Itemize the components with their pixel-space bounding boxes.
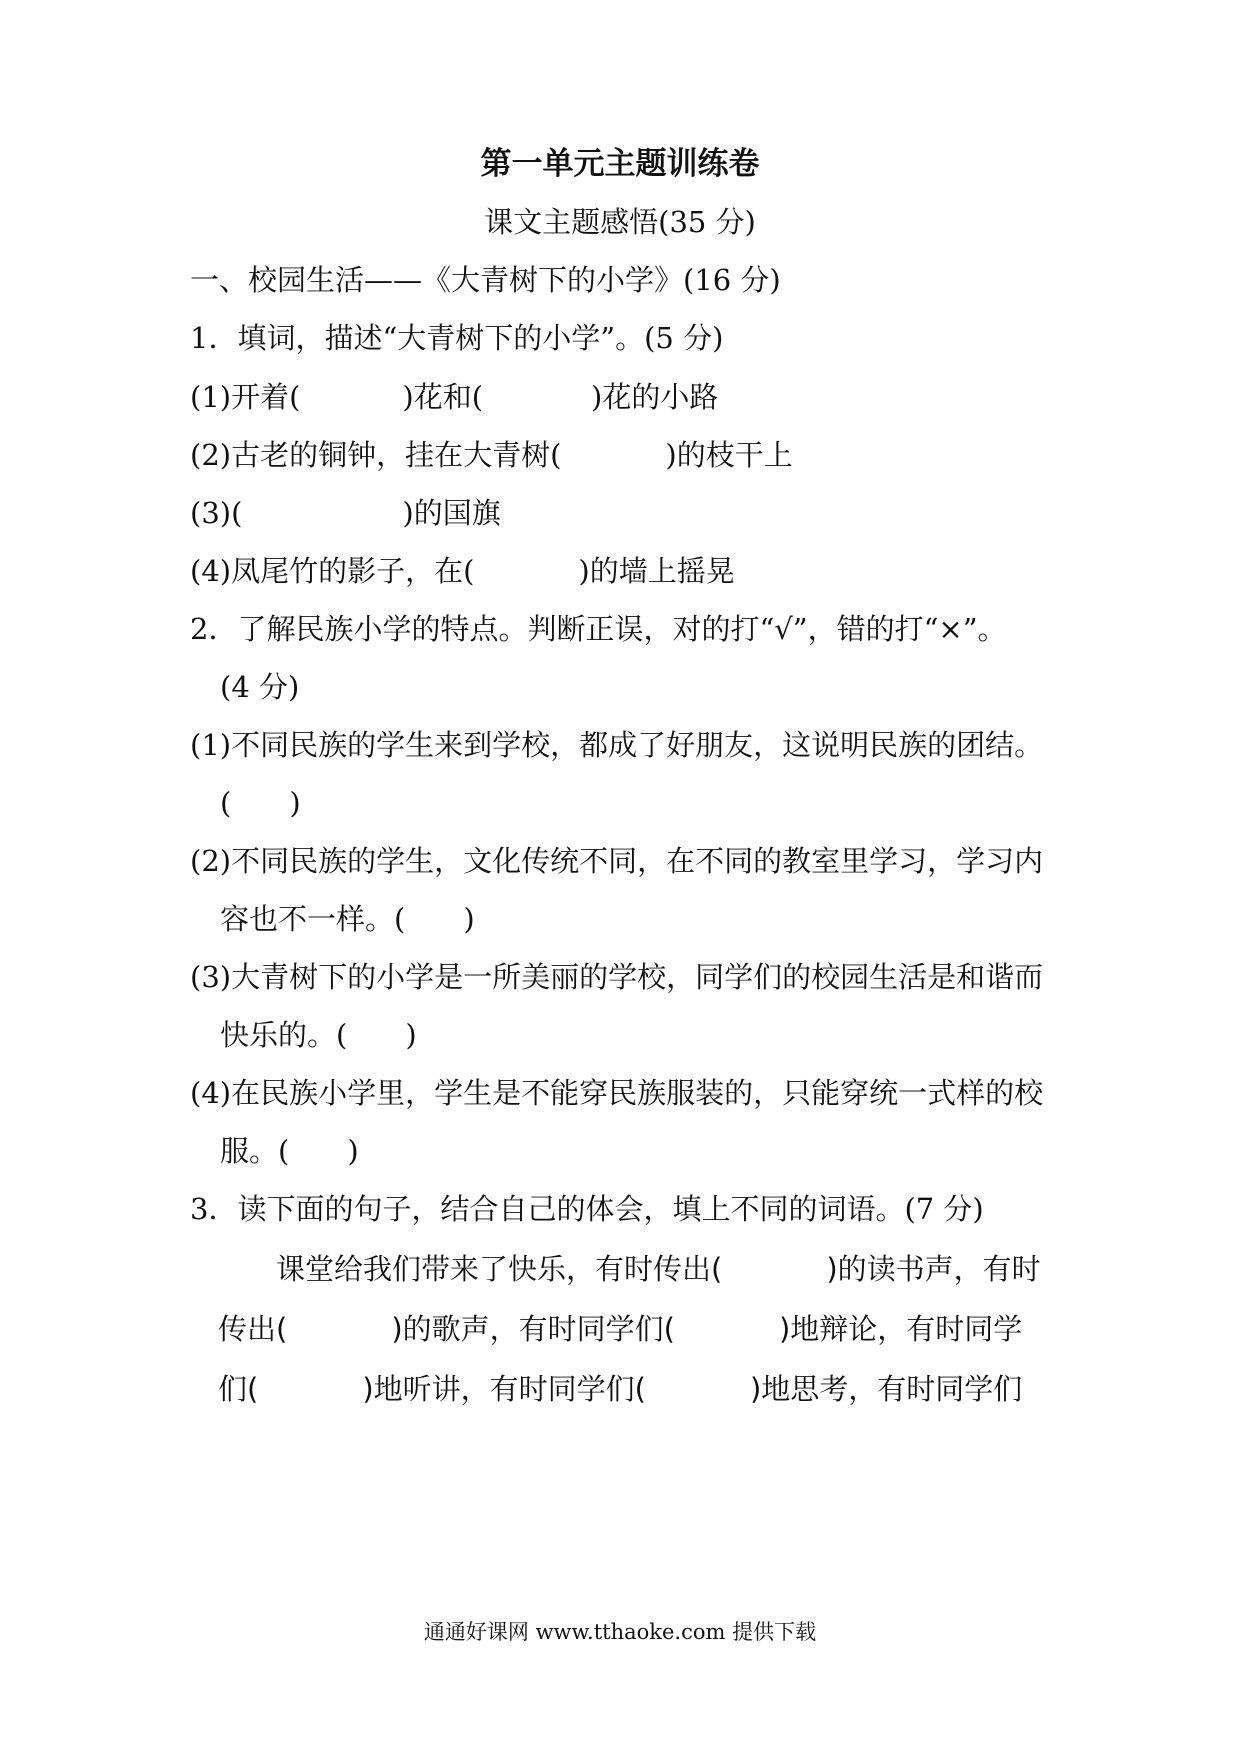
question-3-stem: 3．读下面的句子，结合自己的体会，填上不同的词语。(7 分) <box>190 1192 984 1226</box>
q1-item-4-text-b: )的墙上摇晃 <box>578 554 735 588</box>
q1-item-2-text-a: (2)古老的铜钟，挂在大青树( <box>190 438 562 472</box>
page-subtitle: 课文主题感悟(35 分) <box>484 205 756 239</box>
q1-item-4 <box>190 553 735 589</box>
q3-line-2-text-b: )的歌声，有时同学们( <box>391 1312 675 1346</box>
q2-item-2: (2)不同民族的学生，文化传统不同，在不同的教室里学习，学习内 <box>190 844 1044 878</box>
page-title: 第一单元主题训练卷 <box>480 146 760 182</box>
q3-line-1-text-a: 课堂给我们带来了快乐，有时传出( <box>276 1252 723 1286</box>
q1-item-1-text-b: )花和( <box>402 380 484 414</box>
section-heading: 一、校园生活——《大青树下的小学》(16 分) <box>190 263 781 297</box>
question-1-stem: 1．填词，描述“大青树下的小学”。(5 分) <box>190 321 724 355</box>
q1-item-4-text-a: (4)凤尾竹的影子，在( <box>190 554 475 588</box>
q1-item-1-text-c: )花的小路 <box>591 380 719 414</box>
q1-item-2 <box>190 437 793 473</box>
q2-item-3: (3)大青树下的小学是一所美丽的学校，同学们的校园生活是和谐而 <box>190 960 1044 994</box>
q1-item-2-text-b: )的枝干上 <box>665 438 793 472</box>
q3-line-3-text-a: 们( <box>218 1372 259 1406</box>
q2-item-1-answer[interactable]: ( ) <box>220 786 301 820</box>
q1-item-3 <box>190 495 501 531</box>
q3-line-1-text-b: )的读书声，有时 <box>826 1252 1041 1286</box>
q2-item-1: (1)不同民族的学生来到学校，都成了好朋友，这说明民族的团结。 <box>190 728 1044 762</box>
q3-line-3-text-b: )地听讲，有时同学们( <box>362 1372 646 1406</box>
q3-line-2-text-a: 传出( <box>218 1312 288 1346</box>
q2-item-3-answer[interactable]: 快乐的。( ) <box>220 1018 417 1052</box>
q1-item-3-text-b: )的国旗 <box>402 496 501 530</box>
q3-passage-line-1 <box>276 1251 1041 1287</box>
q1-item-1 <box>190 379 718 415</box>
q3-line-2-text-c: )地辩论，有时同学 <box>778 1312 1023 1346</box>
q3-line-3-text-c: )地思考，有时同学们 <box>749 1372 1023 1406</box>
q1-item-3-text-a: (3)( <box>190 496 243 530</box>
q2-item-4: (4)在民族小学里，学生是不能穿民族服装的，只能穿统一式样的校 <box>190 1076 1044 1110</box>
q2-item-4-answer[interactable]: 服。( ) <box>220 1134 359 1168</box>
question-2-stem: 2．了解民族小学的特点。判断正误，对的打“√”，错的打“×”。 <box>190 612 1007 646</box>
q1-item-1-text-a: (1)开着( <box>190 380 301 414</box>
q3-passage-line-2 <box>218 1311 1022 1347</box>
q3-passage-line-3 <box>218 1371 1022 1407</box>
question-2-score: (4 分) <box>220 670 300 704</box>
q2-item-2-answer[interactable]: 容也不一样。( ) <box>220 902 475 936</box>
page-footer: 通通好课网 www.tthaoke.com 提供下载 <box>423 1620 817 1644</box>
